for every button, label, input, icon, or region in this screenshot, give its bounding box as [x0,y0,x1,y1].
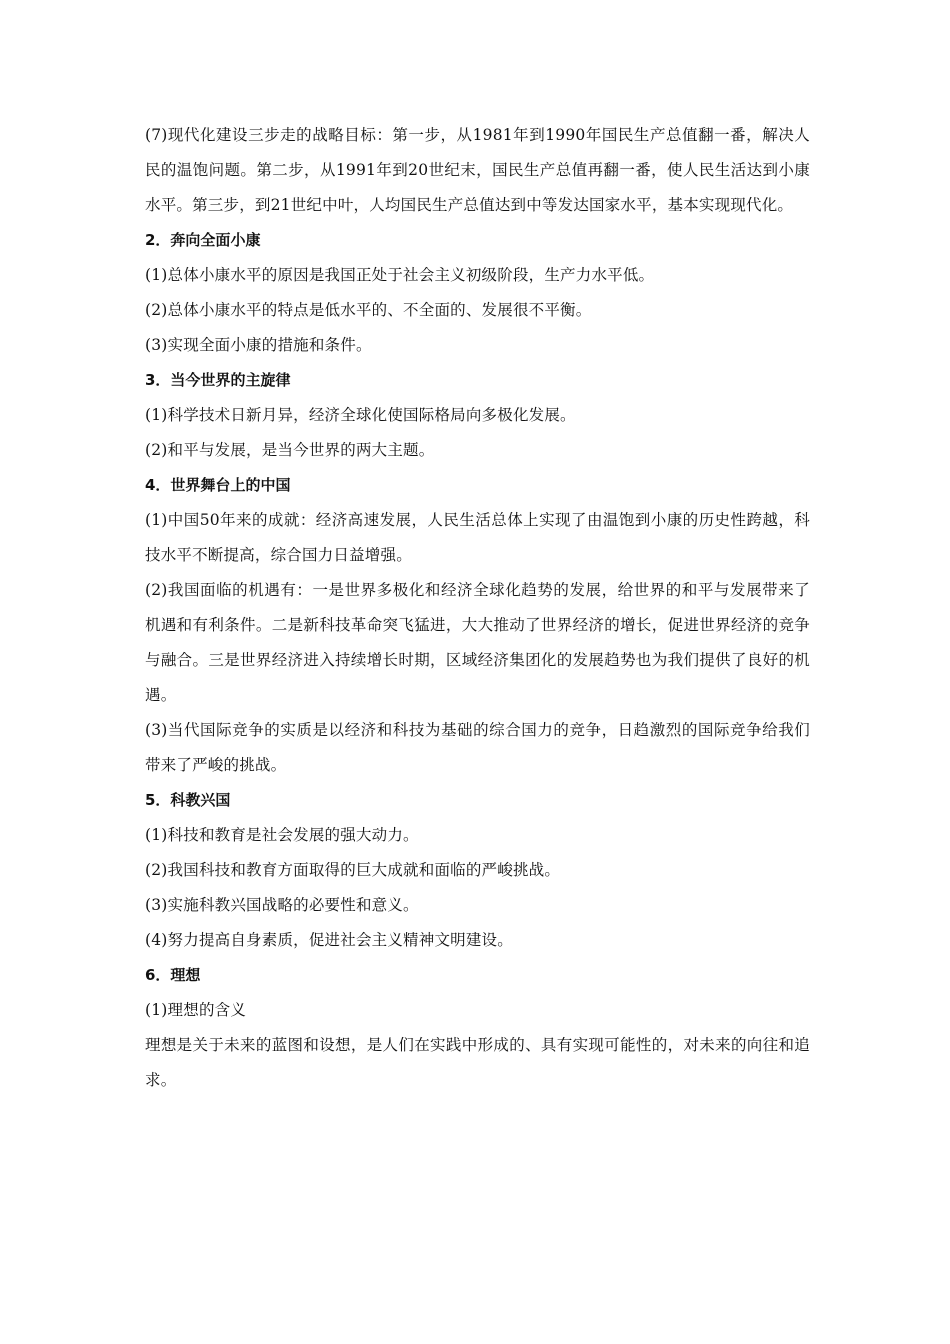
list-item: (3)实施科教兴国战略的必要性和意义。 [145,896,419,914]
section-heading-china-world-stage: 4．世界舞台上的中国 [145,476,291,494]
section-heading-ideals: 6．理想 [145,966,201,984]
section-heading-moderately-prosperous: 2．奔向全面小康 [145,231,261,249]
list-item: (1)科学技术日新月异，经济全球化使国际格局向多极化发展。 [145,406,576,424]
list-item: (1)总体小康水平的原因是我国正处于社会主义初级阶段，生产力水平低。 [145,266,655,284]
section-heading-world-theme: 3．当今世界的主旋律 [145,371,291,389]
list-item: (2)我国科技和教育方面取得的巨大成就和面临的严峻挑战。 [145,861,561,879]
list-item: (1)理想的含义 [145,1001,247,1019]
paragraph-ideal-definition: 理想是关于未来的蓝图和设想，是人们在实践中形成的、具有实现可能性的，对未来的向往和追求。 [145,1036,810,1089]
list-item: (3)实现全面小康的措施和条件。 [145,336,372,354]
section-heading-science-education: 5．科教兴国 [145,791,231,809]
list-item: (2)我国面临的机遇有：一是世界多极化和经济全球化趋势的发展，给世界的和平与发展带来了机遇和有利条件。二是新科技革命突飞猛进，大大推动了世界经济的增长，促进世界经济的竞争与融合。三是世界经济进入持续增长时期，区域经济集团化的发展趋势也为我们提供了良好的机遇。 [145,581,810,704]
list-item: (1)科技和教育是社会发展的强大动力。 [145,826,419,844]
list-item: (2)和平与发展，是当今世界的两大主题。 [145,441,435,459]
list-item: (4)努力提高自身素质，促进社会主义精神文明建设。 [145,931,513,949]
list-item: (3)当代国际竞争的实质是以经济和科技为基础的综合国力的竞争，日趋激烈的国际竞争给我们带来了严峻的挑战。 [145,721,810,774]
list-item: (1)中国50年来的成就：经济高速发展，人民生活总体上实现了由温饱到小康的历史性跨越，科技水平不断提高，综合国力日益增强。 [145,511,810,564]
document-body [145,118,810,1098]
paragraph-three-step-goal: (7)现代化建设三步走的战略目标：第一步，从1981年到1990年国民生产总值翻一番，解决人民的温饱问题。第二步，从1991年到20世纪末，国民生产总值再翻一番，使人民生活达到小康水平。第三步，到21世纪中叶，人均国民生产总值达到中等发达国家水平，基本实现现代化。 [145,126,810,214]
list-item: (2)总体小康水平的特点是低水平的、不全面的、发展很不平衡。 [145,301,592,319]
